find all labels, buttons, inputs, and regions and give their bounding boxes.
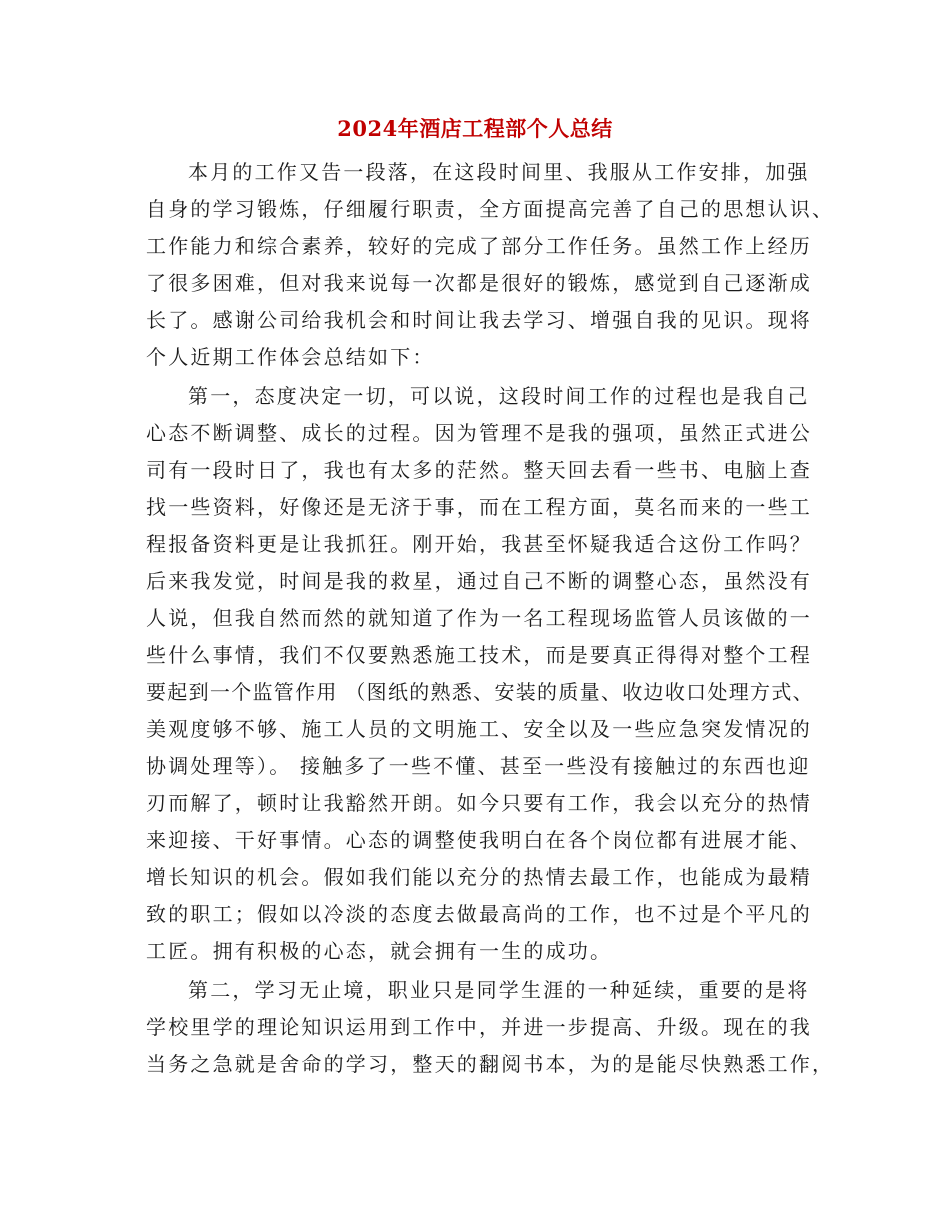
paragraph-2-line-15: 致的职工；假如以冷淡的态度去做最高尚的工作，也不过是个平凡的 xyxy=(146,902,812,926)
paragraph-2-line-12: 刃而解了，顿时让我豁然开朗。如今只要有工作，我会以充分的热情 xyxy=(146,791,812,815)
paragraph-2-line-4: 找一些资料，好像还是无济于事，而在工程方面，莫名而来的一些工 xyxy=(146,495,812,519)
paragraph-1-line-4: 了很多困难，但对我来说每一次都是很好的锻炼，感觉到自己逐渐成 xyxy=(146,271,812,295)
paragraph-2-line-7: 人说，但我自然而然的就知道了作为一名工程现场监管人员该做的一 xyxy=(146,606,812,630)
paragraph-2-line-3: 司有一段时日了，我也有太多的茫然。整天回去看一些书、电脑上查 xyxy=(146,458,812,482)
paragraph-1-line-3: 工作能力和综合素养，较好的完成了部分工作任务。虽然工作上经历 xyxy=(146,234,812,258)
paragraph-1-line-5: 长了。感谢公司给我机会和时间让我去学习、增强自我的见识。现将 xyxy=(146,308,812,332)
paragraph-2-line-2: 心态不断调整、成长的过程。因为管理不是我的强项，虽然正式进公 xyxy=(146,421,812,445)
paragraph-3-line-1: 第二，学习无止境，职业只是同学生涯的一种延续，重要的是将 xyxy=(188,978,810,1002)
paragraph-2-line-1: 第一，态度决定一切，可以说，这段时间工作的过程也是我自己 xyxy=(188,384,810,408)
paragraph-2-line-16: 工匠。拥有积极的心态，就会拥有一生的成功。 xyxy=(146,939,613,963)
paragraph-2-line-13: 来迎接、干好事情。心态的调整使我明白在各个岗位都有进展才能、 xyxy=(146,828,812,852)
paragraph-2-line-6: 后来我发觉，时间是我的救星，通过自己不断的调整心态，虽然没有 xyxy=(146,569,812,593)
paragraph-1-line-6: 个人近期工作体会总结如下： xyxy=(146,345,435,369)
document-title: 2024年酒店工程部个人总结 xyxy=(337,116,613,141)
paragraph-2-line-9: 要起到一个监管作用 （图纸的熟悉、安装的质量、收边收口处理方式、 xyxy=(146,680,814,704)
paragraph-2-line-5: 程报备资料更是让我抓狂。刚开始，我甚至怀疑我适合这份工作吗？ xyxy=(146,532,812,556)
paragraph-1-line-2: 自身的学习锻炼，仔细履行职责，全方面提高完善了自己的思想认识、 xyxy=(146,197,835,221)
paragraph-2-line-14: 增长知识的机会。假如我们能以充分的热情去最工作，也能成为最精 xyxy=(146,865,812,889)
paragraph-3-line-2: 学校里学的理论知识运用到工作中，并进一步提高、升级。现在的我 xyxy=(146,1015,812,1039)
paragraph-1-line-1: 本月的工作又告一段落，在这段时间里、我服从工作安排，加强 xyxy=(188,160,810,184)
paragraph-2-line-10: 美观度够不够、施工人员的文明施工、安全以及一些应急突发情况的 xyxy=(146,717,812,741)
paragraph-2-line-11: 协调处理等）。 接触多了一些不懂、甚至一些没有接触过的东西也迎 xyxy=(146,754,811,778)
paragraph-2-line-8: 些什么事情，我们不仅要熟悉施工技术，而是要真正得得对整个工程 xyxy=(146,643,812,667)
paragraph-3-line-3: 当务之急就是舍命的学习，整天的翻阅书本，为的是能尽快熟悉工作， xyxy=(146,1052,835,1076)
